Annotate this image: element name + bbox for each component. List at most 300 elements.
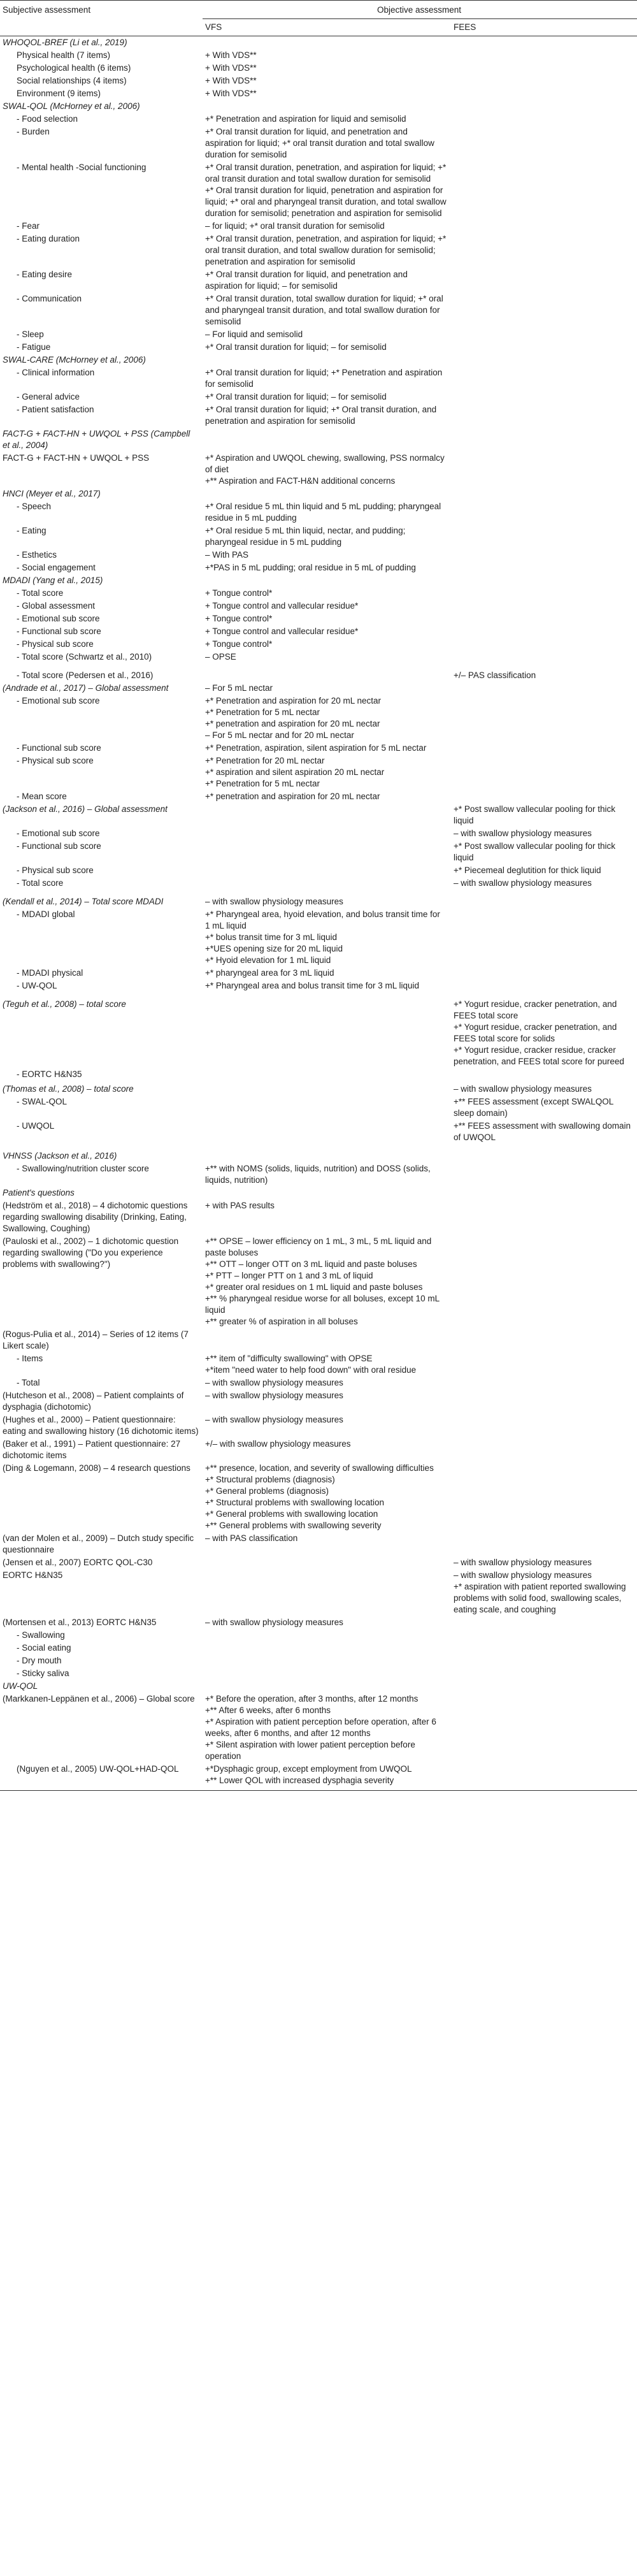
- table-row: [0, 908, 637, 967]
- vfs-finding: +* Aspiration and UWQOL chewing, swallowing, PSS normalcy of diet: [205, 453, 445, 474]
- subjective-cell: Patient's questions: [3, 1188, 75, 1198]
- table-row: [0, 49, 637, 62]
- fees-finding: +* Piecemeal deglutition for thick liquid: [454, 865, 601, 875]
- subjective-cell: FACT-G + FACT-HN + UWQOL + PSS (Campbell et al., 2004): [3, 429, 190, 450]
- vfs-finding: +* Before the operation, after 3 months, after 12 months: [205, 1694, 419, 1704]
- table-row: [0, 1763, 637, 1791]
- table-row: [0, 1462, 637, 1532]
- table-row: [0, 877, 637, 890]
- table-row: [0, 1532, 637, 1556]
- vfs-cell: [203, 1414, 451, 1438]
- vfs-cell: [203, 75, 451, 87]
- vfs-finding: +*Dysphagic group, except employment from UWQOL: [205, 1764, 412, 1774]
- fees-cell: [451, 1616, 637, 1629]
- table-row: [0, 1235, 637, 1328]
- subjective-cell: - Eating desire: [17, 270, 73, 279]
- subjective-cell: - Mental health -Social functioning: [17, 163, 147, 172]
- vfs-cell: [203, 992, 451, 1068]
- fees-cell: [451, 1569, 637, 1616]
- vfs-finding: + Tongue control*: [205, 588, 273, 598]
- vfs-cell: [203, 428, 451, 452]
- table-row: [0, 1120, 637, 1144]
- fees-cell: [451, 625, 637, 638]
- subjective-cell: - Speech: [17, 502, 52, 511]
- table-row: [0, 403, 637, 428]
- fees-cell: [451, 1187, 637, 1199]
- vfs-finding: – with swallow physiology measures: [205, 1617, 343, 1627]
- table-row: [0, 525, 637, 549]
- fees-cell: [451, 1763, 637, 1791]
- vfs-cell: [203, 354, 451, 366]
- table-row: [0, 651, 637, 663]
- subjective-cell: Physical health (7 items): [17, 50, 111, 60]
- vfs-finding: +** OPSE – lower efficiency on 1 mL, 3 mL, 5 mL liquid and paste boluses: [205, 1236, 432, 1257]
- vfs-finding: +*UES opening size for 20 mL liquid: [205, 944, 343, 953]
- vfs-finding: +* pharyngeal area for 3 mL liquid: [205, 968, 334, 978]
- table-row: [0, 1667, 637, 1680]
- table-row: [0, 100, 637, 113]
- fees-finding: – with swallow physiology measures: [454, 829, 592, 838]
- vfs-cell: [203, 1667, 451, 1680]
- vfs-cell: [203, 233, 451, 268]
- vfs-finding: + Tongue control*: [205, 614, 273, 623]
- vfs-finding: + With VDS**: [205, 63, 257, 73]
- vfs-cell: [203, 1654, 451, 1667]
- vfs-cell: [203, 561, 451, 574]
- subjective-cell: (Rogus-Pulia et al., 2014) – Series of 12 items (7 Likert scale): [3, 1329, 189, 1350]
- fees-cell: [451, 1642, 637, 1654]
- subjective-cell: - Communication: [17, 294, 82, 303]
- table-row: [0, 354, 637, 366]
- subjective-cell: (Hedström et al., 2018) – 4 dichotomic questions regarding swallowing disability (Drinking, Eating, Swallowing, Coughing): [3, 1201, 188, 1233]
- table-row: [0, 600, 637, 612]
- subjective-cell: - Burden: [17, 127, 50, 136]
- vfs-finding: +* General problems with swallowing location: [205, 1509, 378, 1519]
- vfs-finding: +** Aspiration and FACT-H&N additional concerns: [205, 476, 396, 486]
- fees-cell: [451, 890, 637, 908]
- fees-cell: [451, 293, 637, 328]
- vfs-finding: +* Oral transit duration, penetration, and aspiration for liquid; +* oral transit duration and total swallow duration for semisolid: [205, 163, 447, 184]
- table-row: [0, 75, 637, 87]
- subjective-cell: VHNSS (Jackson et al., 2016): [3, 1151, 117, 1161]
- vfs-cell: [203, 161, 451, 220]
- table-row: [0, 638, 637, 651]
- vfs-cell: [203, 220, 451, 233]
- vfs-finding: +* Structural problems with swallowing location: [205, 1498, 385, 1507]
- subjective-cell: - Social eating: [17, 1643, 71, 1653]
- vfs-finding: +* penetration and aspiration for 20 mL nectar: [205, 719, 380, 728]
- table-row: [0, 574, 637, 587]
- vfs-finding: +* Oral transit duration for liquid; – for semisolid: [205, 342, 387, 352]
- vfs-cell: [203, 500, 451, 525]
- vfs-finding: – With PAS: [205, 550, 249, 560]
- fees-cell: [451, 428, 637, 452]
- subjective-cell: - MDADI global: [17, 909, 75, 919]
- table-row: [0, 366, 637, 391]
- vfs-cell: [203, 890, 451, 908]
- fees-cell: [451, 1654, 637, 1667]
- fees-cell: [451, 908, 637, 967]
- subjective-cell: - Sleep: [17, 329, 44, 339]
- fees-cell: [451, 755, 637, 790]
- table-row: [0, 500, 637, 525]
- table-row: [0, 268, 637, 293]
- table-row: [0, 1556, 637, 1569]
- fees-cell: [451, 561, 637, 574]
- fees-cell: [451, 1068, 637, 1083]
- table-row: [0, 1352, 637, 1377]
- vfs-finding: +* Oral transit duration for liquid; – for semisolid: [205, 392, 387, 402]
- vfs-finding: +*PAS in 5 mL pudding; oral residue in 5 mL of pudding: [205, 563, 416, 572]
- subjective-cell: - Food selection: [17, 114, 78, 124]
- vfs-cell: [203, 827, 451, 840]
- vfs-finding: – For liquid and semisolid: [205, 329, 303, 339]
- vfs-cell: [203, 1120, 451, 1144]
- fees-cell: [451, 500, 637, 525]
- fees-finding: +* Yogurt residue, cracker penetration, and FEES total score for solids: [454, 1022, 617, 1043]
- vfs-cell: [203, 1377, 451, 1389]
- fees-cell: [451, 840, 637, 864]
- vfs-finding: +* bolus transit time for 3 mL liquid: [205, 932, 337, 942]
- vfs-cell: [203, 1352, 451, 1377]
- subjective-cell: - Items: [17, 1354, 43, 1363]
- table-row: [0, 549, 637, 561]
- vfs-cell: [203, 840, 451, 864]
- fees-finding: +** FEES assessment with swallowing domain of UWQOL: [454, 1121, 631, 1142]
- vfs-cell: [203, 1144, 451, 1162]
- table-row: [0, 126, 637, 161]
- table-row: [0, 803, 637, 827]
- table-row: [0, 488, 637, 500]
- subjective-cell: - Global assessment: [17, 601, 96, 611]
- table-row: [0, 233, 637, 268]
- vfs-cell: [203, 1187, 451, 1199]
- vfs-cell: [203, 1199, 451, 1235]
- vfs-finding: +** After 6 weeks, after 6 months: [205, 1705, 331, 1715]
- vfs-finding: +* Structural problems (diagnosis): [205, 1475, 335, 1484]
- vfs-finding: +* Pharyngeal area and bolus transit time for 3 mL liquid: [205, 981, 420, 990]
- fees-finding: +* Yogurt residue, cracker residue, cracker penetration, and FEES total score for pureed: [454, 1045, 624, 1066]
- vfs-finding: +* Oral transit duration for liquid; +* Oral transit duration, and penetration and aspiration for semisolid: [205, 405, 437, 426]
- fees-cell: [451, 220, 637, 233]
- vfs-finding: +** greater % of aspiration in all boluses: [205, 1317, 358, 1326]
- table-row: [0, 428, 637, 452]
- fees-cell: [451, 1414, 637, 1438]
- table-row: [0, 1096, 637, 1120]
- table-row: [0, 1680, 637, 1693]
- subjective-cell: SWAL-QOL (McHorney et al., 2006): [3, 101, 140, 111]
- vfs-finding: +* Oral residue 5 mL thin liquid, nectar, and pudding; pharyngeal residue in 5 mL pudding: [205, 526, 406, 547]
- subjective-cell: - EORTC H&N35: [17, 1069, 82, 1079]
- subjective-cell: - Emotional sub score: [17, 696, 100, 706]
- vfs-finding: +* greater oral residues on 1 mL liquid and paste boluses: [205, 1282, 423, 1292]
- vfs-finding: +* Aspiration with patient perception before operation, after 6 weeks, after 6 months, and after 12 months: [205, 1717, 436, 1738]
- subjective-cell: - Patient satisfaction: [17, 405, 94, 414]
- subjective-cell: - Eating: [17, 526, 47, 535]
- vfs-finding: +** with NOMS (solids, liquids, nutrition) and DOSS (solids, liquids, nutrition): [205, 1164, 431, 1185]
- subjective-cell: EORTC H&N35: [3, 1570, 63, 1580]
- table-row: [0, 625, 637, 638]
- table-row: [0, 1693, 637, 1763]
- fees-cell: [451, 75, 637, 87]
- vfs-finding: – with swallow physiology measures: [205, 1391, 343, 1400]
- vfs-cell: [203, 1569, 451, 1616]
- table-row: [0, 1068, 637, 1083]
- subjective-cell: WHOQOL-BREF (Li et al., 2019): [3, 38, 127, 47]
- table-row: [0, 1377, 637, 1389]
- vfs-cell: [203, 62, 451, 75]
- subjective-cell: - General advice: [17, 392, 80, 402]
- table-row: [0, 328, 637, 341]
- fees-cell: [451, 803, 637, 827]
- subjective-cell: - Total: [17, 1378, 40, 1387]
- subjective-cell: (Jackson et al., 2016) – Global assessment: [3, 804, 168, 814]
- fees-cell: [451, 1693, 637, 1763]
- vfs-cell: [203, 549, 451, 561]
- vfs-cell: [203, 908, 451, 967]
- table-row: [0, 1187, 637, 1199]
- vfs-finding: +* Oral transit duration, penetration, and aspiration for liquid; +* oral transit duration, and total swallow duration for semisolid; penetration and aspiration for semisolid: [205, 234, 447, 266]
- subjective-cell: - Functional sub score: [17, 626, 101, 636]
- fees-cell: [451, 1667, 637, 1680]
- fees-finding: +* Post swallow vallecular pooling for thick liquid: [454, 841, 615, 862]
- vfs-finding: – with swallow physiology measures: [205, 897, 343, 906]
- vfs-cell: [203, 1462, 451, 1532]
- subjective-cell: (Thomas et al., 2008) – total score: [3, 1084, 134, 1094]
- vfs-cell: [203, 612, 451, 625]
- table-row: [0, 1199, 637, 1235]
- fees-cell: [451, 100, 637, 113]
- subjective-cell: - Total score: [17, 878, 64, 888]
- fees-cell: [451, 695, 637, 742]
- subjective-cell: - Functional sub score: [17, 743, 101, 753]
- vfs-cell: [203, 864, 451, 877]
- vfs-finding: +* aspiration and silent aspiration 20 mL nectar: [205, 767, 385, 777]
- table-row: [0, 1642, 637, 1654]
- fees-finding: +* Post swallow vallecular pooling for thick liquid: [454, 804, 615, 825]
- vfs-finding: +** % pharyngeal residue worse for all boluses, except 10 mL liquid: [205, 1294, 440, 1315]
- vfs-finding: – with swallow physiology measures: [205, 1378, 343, 1387]
- table-row: [0, 1389, 637, 1414]
- subjective-cell: - Emotional sub score: [17, 829, 100, 838]
- subjective-header: Subjective assessment: [0, 1, 203, 19]
- table-body: [0, 36, 637, 1791]
- fees-cell: [451, 391, 637, 403]
- vfs-cell: [203, 100, 451, 113]
- vfs-cell: [203, 293, 451, 328]
- table-row: [0, 1616, 637, 1629]
- fees-cell: [451, 62, 637, 75]
- fees-cell: [451, 638, 637, 651]
- subjective-cell: - Clinical information: [17, 368, 95, 377]
- vfs-cell: [203, 341, 451, 354]
- vfs-finding: +* Oral transit duration, total swallow duration for liquid; +* oral and pharyngeal transit duration, and total swallow duration for semisolid: [205, 294, 443, 326]
- fees-cell: [451, 1629, 637, 1642]
- subjective-cell: (Jensen et al., 2007) EORTC QOL-C30: [3, 1558, 153, 1567]
- vfs-cell: [203, 1162, 451, 1187]
- fees-cell: [451, 864, 637, 877]
- vfs-finding: +* Penetration, aspiration, silent aspiration for 5 mL nectar: [205, 743, 427, 753]
- vfs-finding: + With VDS**: [205, 76, 257, 85]
- fees-cell: [451, 1120, 637, 1144]
- subjective-cell: HNCI (Meyer et al., 2017): [3, 489, 101, 498]
- fees-cell: [451, 233, 637, 268]
- fees-finding: – with swallow physiology measures: [454, 878, 592, 888]
- table-row: [0, 827, 637, 840]
- vfs-cell: [203, 1616, 451, 1629]
- vfs-cell: [203, 1642, 451, 1654]
- table-row: [0, 1414, 637, 1438]
- vfs-cell: [203, 682, 451, 695]
- subjective-cell: MDADI (Yang et al., 2015): [3, 575, 103, 585]
- table-row: [0, 864, 637, 877]
- vfs-cell: [203, 1068, 451, 1083]
- fees-header: FEES: [451, 19, 637, 36]
- vfs-finding: +** item of "difficulty swallowing" with OPSE: [205, 1354, 373, 1363]
- fees-cell: [451, 1438, 637, 1462]
- vfs-cell: [203, 1680, 451, 1693]
- fees-cell: [451, 682, 637, 695]
- table-row: [0, 36, 637, 50]
- table-row: [0, 755, 637, 790]
- fees-cell: [451, 790, 637, 803]
- fees-cell: [451, 525, 637, 549]
- subjective-cell: SWAL-CARE (McHorney et al., 2006): [3, 355, 146, 365]
- subjective-cell: - Emotional sub score: [17, 614, 100, 623]
- vfs-cell: [203, 1083, 451, 1096]
- vfs-cell: [203, 1389, 451, 1414]
- fees-cell: [451, 587, 637, 600]
- vfs-finding: – For 5 mL nectar and for 20 mL nectar: [205, 730, 354, 740]
- vfs-cell: [203, 49, 451, 62]
- vfs-cell: [203, 663, 451, 682]
- vfs-finding: +* Penetration for 5 mL nectar: [205, 779, 320, 788]
- table-row: [0, 980, 637, 992]
- subjective-cell: Social relationships (4 items): [17, 76, 127, 85]
- table-row: [0, 840, 637, 864]
- subjective-cell: (Andrade et al., 2017) – Global assessment: [3, 683, 169, 693]
- subjective-cell: Psychological health (6 items): [17, 63, 131, 73]
- table-row: [0, 561, 637, 574]
- table-row: [0, 220, 637, 233]
- vfs-cell: [203, 1629, 451, 1642]
- subjective-cell: (Hutcheson et al., 2008) – Patient complaints of dysphagia (dichotomic): [3, 1391, 184, 1412]
- fees-cell: [451, 549, 637, 561]
- table-row: [0, 391, 637, 403]
- subjective-cell: - SWAL-QOL: [17, 1097, 68, 1106]
- subjective-cell: - Physical sub score: [17, 756, 94, 765]
- vfs-cell: [203, 1096, 451, 1120]
- fees-cell: [451, 87, 637, 100]
- vfs-cell: [203, 695, 451, 742]
- vfs-finding: + With VDS**: [205, 89, 257, 98]
- subjective-cell: - Mean score: [17, 792, 67, 801]
- vfs-finding: +* Penetration and aspiration for liquid and semisolid: [205, 114, 406, 124]
- vfs-cell: [203, 755, 451, 790]
- vfs-cell: [203, 1328, 451, 1352]
- fees-cell: [451, 1680, 637, 1693]
- table-row: [0, 113, 637, 126]
- vfs-cell: [203, 328, 451, 341]
- fees-cell: [451, 341, 637, 354]
- vfs-cell: [203, 1556, 451, 1569]
- vfs-cell: [203, 403, 451, 428]
- subjective-cell: (Hughes et al., 2000) – Patient questionnaire: eating and swallowing history (16 dichotomic items): [3, 1415, 199, 1436]
- fees-cell: [451, 1377, 637, 1389]
- table-row: [0, 62, 637, 75]
- vfs-finding: +* Oral residue 5 mL thin liquid and 5 mL pudding; pharyngeal residue in 5 mL pudding: [205, 502, 441, 523]
- fees-cell: [451, 268, 637, 293]
- subjective-cell: - Swallowing/nutrition cluster score: [17, 1164, 149, 1173]
- subjective-cell: (Mortensen et al., 2013) EORTC H&N35: [3, 1617, 157, 1627]
- fees-cell: [451, 980, 637, 992]
- vfs-finding: +* Silent aspiration with lower patient perception before operation: [205, 1740, 415, 1761]
- vfs-cell: [203, 391, 451, 403]
- vfs-cell: [203, 790, 451, 803]
- table-row: [0, 1144, 637, 1162]
- fees-cell: [451, 49, 637, 62]
- vfs-finding: +* Pharyngeal area, hyoid elevation, and bolus transit time for 1 mL liquid: [205, 909, 440, 930]
- subjective-cell: - Eating duration: [17, 234, 80, 243]
- vfs-finding: +*item "need water to help food down" with oral residue: [205, 1365, 417, 1375]
- fees-cell: [451, 1096, 637, 1120]
- subjective-cell: (Nguyen et al., 2005) UW-QOL+HAD-QOL: [0, 1763, 203, 1791]
- subjective-cell: - Physical sub score: [17, 865, 94, 875]
- vfs-finding: + With VDS**: [205, 50, 257, 60]
- fees-cell: [451, 366, 637, 391]
- table-row: [0, 663, 637, 682]
- fees-cell: [451, 967, 637, 980]
- vfs-cell: [203, 36, 451, 50]
- vfs-finding: – for liquid; +* oral transit duration for semisolid: [205, 221, 385, 231]
- fees-finding: – with swallow physiology measures: [454, 1084, 592, 1094]
- fees-cell: [451, 36, 637, 50]
- vfs-cell: [203, 638, 451, 651]
- vfs-finding: +* Oral transit duration for liquid, penetration and aspiration for liquid; +* oral and pharyngeal transit duration, and total swallow duration for semisolid; penetration and aspiration for semisolid: [205, 185, 447, 218]
- vfs-cell: [203, 1693, 451, 1763]
- vfs-cell: [203, 525, 451, 549]
- vfs-cell: [203, 967, 451, 980]
- vfs-finding: +* Penetration for 20 mL nectar: [205, 756, 325, 765]
- vfs-cell: [203, 587, 451, 600]
- fees-cell: [451, 651, 637, 663]
- vfs-finding: +* PTT – longer PTT on 1 and 3 mL of liquid: [205, 1271, 373, 1280]
- fees-cell: [451, 827, 637, 840]
- table-row: [0, 682, 637, 695]
- vfs-cell: [203, 574, 451, 587]
- fees-cell: [451, 663, 637, 682]
- subjective-cell: - UWQOL: [17, 1121, 55, 1131]
- vfs-cell: [203, 980, 451, 992]
- subjective-cell: (van der Molen et al., 2009) – Dutch study specific questionnaire: [3, 1533, 194, 1554]
- table-row: [0, 1162, 637, 1187]
- table-row: [0, 587, 637, 600]
- fees-cell: [451, 600, 637, 612]
- vfs-finding: +** presence, location, and severity of swallowing difficulties: [205, 1463, 434, 1473]
- subjective-cell: - Physical sub score: [17, 639, 94, 649]
- fees-cell: [451, 992, 637, 1068]
- vfs-cell: [203, 87, 451, 100]
- subjective-cell: - Fear: [17, 221, 40, 231]
- subjective-cell: (Markkanen-Leppänen et al., 2006) – Global score: [3, 1694, 195, 1704]
- subjective-cell: - Esthetics: [17, 550, 57, 560]
- subjective-cell: (Ding & Logemann, 2008) – 4 research questions: [3, 1463, 190, 1473]
- fees-finding: +/– PAS classification: [454, 670, 536, 680]
- subjective-cell: FACT-G + FACT-HN + UWQOL + PSS: [3, 453, 150, 463]
- vfs-finding: + Tongue control and vallecular residue*: [205, 626, 359, 636]
- vfs-cell: [203, 268, 451, 293]
- table-row: [0, 695, 637, 742]
